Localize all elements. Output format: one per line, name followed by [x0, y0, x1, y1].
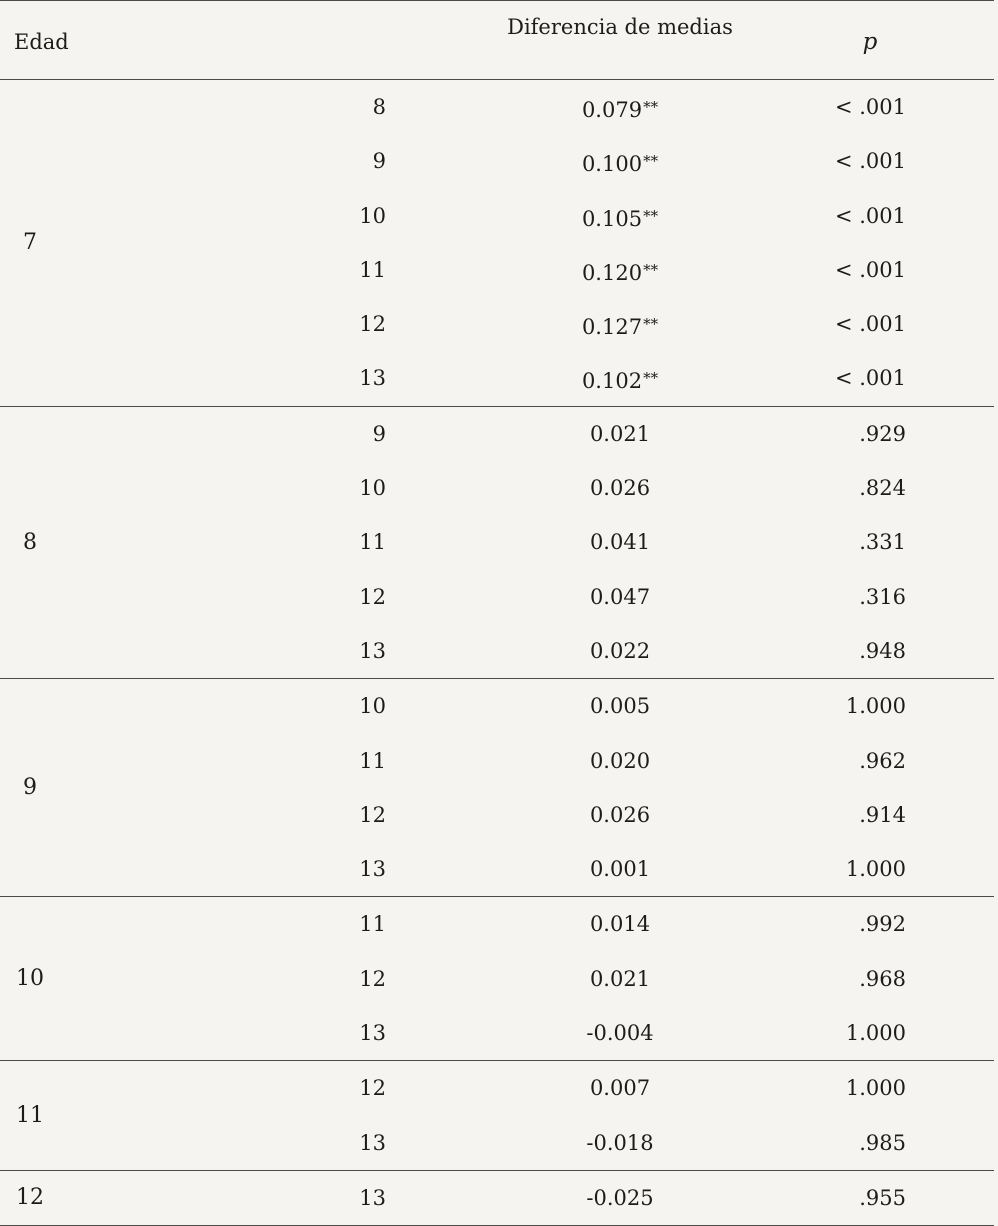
significance-marker: ** [643, 152, 659, 171]
group-age-label: 12 [16, 1185, 44, 1211]
group-age-label: 8 [23, 529, 37, 555]
mean-difference-cell [500, 966, 740, 992]
compared-age-cell: 10 [359, 694, 386, 719]
compared-age-cell: 12 [359, 584, 386, 609]
mean-difference-value: -0.018 [586, 1130, 654, 1155]
compared-age-cell: 13 [359, 1185, 386, 1210]
mean-difference-cell [500, 1020, 740, 1046]
mean-difference-cell [500, 203, 740, 232]
mean-difference-value: 0.005 [589, 694, 651, 719]
mean-difference-value: 0.022 [589, 638, 651, 663]
mean-difference-cell [500, 584, 740, 610]
mean-difference-cell [500, 475, 740, 501]
compared-age-cell: 8 [372, 95, 386, 119]
table-row [0, 461, 994, 515]
mean-difference-value: 0.026 [589, 802, 651, 827]
age-group [0, 1061, 994, 1171]
p-value-cell: < .001 [834, 95, 906, 119]
significance-marker: ** [643, 206, 659, 225]
mean-difference-cell [500, 856, 740, 882]
compared-age-cell: 9 [372, 149, 386, 174]
table-row [0, 897, 994, 951]
p-value-cell: .962 [859, 748, 906, 773]
mean-difference-value: 0.127 [581, 315, 643, 340]
p-value-cell: < .001 [834, 366, 906, 391]
significance-marker: ** [643, 98, 659, 116]
group-age-label: 7 [23, 229, 37, 255]
p-value-cell: .331 [859, 530, 906, 555]
mean-difference-value: 0.047 [589, 584, 651, 609]
table-body [0, 80, 994, 1226]
compared-age-cell: 9 [372, 421, 386, 446]
significance-marker: ** [643, 369, 659, 388]
compared-age-cell: 12 [359, 312, 386, 337]
compared-age-cell: 11 [359, 748, 386, 773]
p-value-cell: .992 [859, 912, 906, 937]
mean-difference-cell [500, 257, 740, 286]
p-value-cell: .316 [859, 584, 906, 609]
compared-age-cell: 11 [359, 257, 386, 282]
mean-difference-value: 0.100 [581, 152, 643, 177]
mean-difference-cell [500, 529, 740, 555]
mean-difference-cell [500, 365, 740, 394]
mean-difference-value: 0.001 [589, 857, 651, 882]
mean-difference-cell [500, 802, 740, 828]
age-group [0, 407, 994, 679]
compared-age-cell: 13 [359, 366, 386, 391]
compared-age-cell: 12 [359, 1076, 386, 1101]
significance-marker: ** [643, 260, 659, 279]
mean-difference-cell [500, 148, 740, 177]
table-row [0, 952, 994, 1006]
p-value-cell: .914 [859, 802, 906, 827]
mean-difference-value: 0.105 [581, 206, 643, 231]
table-row [0, 515, 994, 569]
age-group [0, 679, 994, 897]
p-value-cell: .968 [859, 966, 906, 991]
p-value-cell: 1.000 [845, 1076, 906, 1101]
age-group [0, 1171, 994, 1226]
table-row [0, 624, 994, 678]
table-row [0, 351, 994, 405]
mean-difference-value: 0.026 [589, 476, 651, 501]
age-group [0, 897, 994, 1061]
mean-difference-value: -0.025 [586, 1185, 654, 1210]
mean-difference-cell [500, 1075, 740, 1101]
mean-difference-cell [500, 748, 740, 774]
compared-age-cell: 13 [359, 857, 386, 882]
table-row [0, 1006, 994, 1060]
table-row [0, 1061, 994, 1115]
table-row [0, 1171, 994, 1225]
significance-marker: ** [643, 315, 659, 334]
mean-difference-cell [500, 1185, 740, 1211]
compared-age-cell: 12 [359, 802, 386, 827]
mean-difference-value: 0.020 [589, 748, 651, 773]
compared-age-cell: 13 [359, 638, 386, 663]
p-value-cell: < .001 [834, 149, 906, 174]
compared-age-cell: 12 [359, 966, 386, 991]
table-row [0, 243, 994, 297]
compared-age-cell: 10 [359, 203, 386, 228]
mean-difference-cell [500, 911, 740, 937]
header-age: Edad [14, 30, 69, 54]
compared-age-cell: 13 [359, 1021, 386, 1046]
compared-age-cell: 13 [359, 1130, 386, 1155]
group-age-label: 10 [16, 965, 44, 991]
p-value-cell: .929 [859, 421, 906, 446]
p-value-cell: .985 [859, 1130, 906, 1155]
table-row [0, 842, 994, 896]
mean-difference-value: 0.021 [589, 421, 651, 446]
table-row [0, 679, 994, 733]
mean-difference-cell [500, 1130, 740, 1156]
mean-difference-value: 0.120 [581, 260, 643, 285]
mean-difference-value: 0.014 [589, 912, 651, 937]
mean-difference-value: -0.004 [586, 1021, 654, 1046]
group-age-label: 9 [23, 774, 37, 800]
p-value-cell: .948 [859, 638, 906, 663]
group-age-label: 11 [16, 1102, 44, 1128]
compared-age-cell: 10 [359, 476, 386, 501]
table-row [0, 570, 994, 624]
p-value-cell: < .001 [834, 312, 906, 337]
mean-difference-value: 0.007 [589, 1076, 651, 1101]
mean-difference-value: 0.021 [589, 966, 651, 991]
p-value-cell: .955 [859, 1185, 906, 1210]
p-value-cell: < .001 [834, 257, 906, 282]
p-value-cell: 1.000 [845, 1021, 906, 1046]
mean-difference-cell [500, 311, 740, 340]
p-value-cell: .824 [859, 476, 906, 501]
mean-difference-value: 0.102 [581, 369, 643, 394]
table-row [0, 1116, 994, 1170]
table-row [0, 189, 994, 243]
mean-difference-cell [500, 94, 740, 123]
table-row [0, 134, 994, 188]
compared-age-cell: 11 [359, 912, 386, 937]
table-row [0, 407, 994, 461]
table-row [0, 297, 994, 351]
mean-difference-value: 0.041 [589, 530, 651, 555]
p-value-cell: < .001 [834, 203, 906, 228]
mean-difference-cell [500, 693, 740, 719]
p-value-cell: 1.000 [845, 694, 906, 719]
table-row [0, 788, 994, 842]
age-group [0, 80, 994, 407]
header-mean-difference: Diferencia de medias [507, 15, 733, 39]
table-row [0, 80, 994, 134]
mean-difference-cell [500, 421, 740, 447]
compared-age-cell: 11 [359, 530, 386, 555]
table-row [0, 734, 994, 788]
mean-difference-cell [500, 638, 740, 664]
mean-difference-value: 0.079 [581, 98, 643, 122]
table-header [0, 0, 994, 80]
header-p-value: p [862, 29, 878, 55]
p-value-cell: 1.000 [845, 857, 906, 882]
